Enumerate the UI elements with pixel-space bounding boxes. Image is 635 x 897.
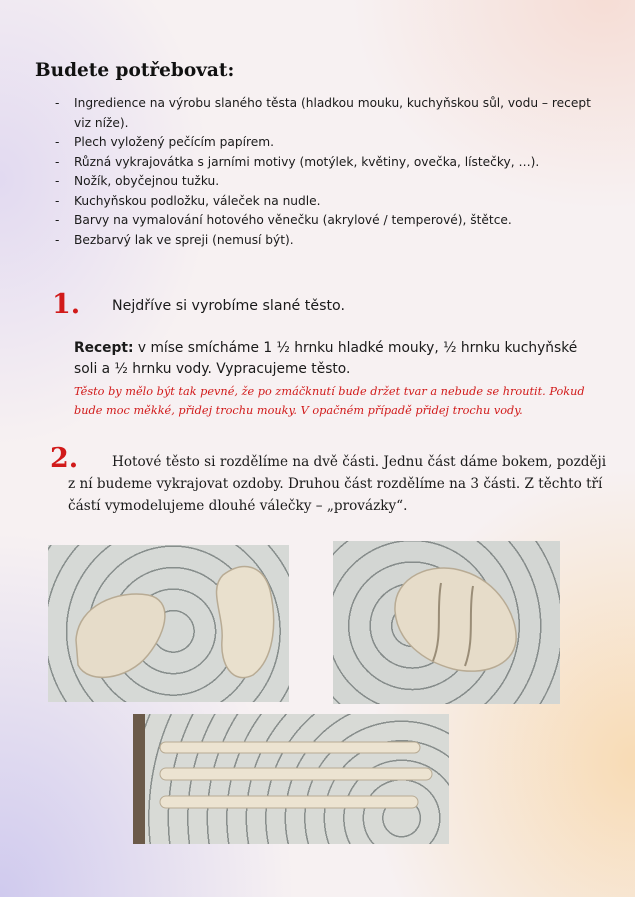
list-item: - Barvy na vymalování hotového věnečku (akrylové / temperové), štětce. xyxy=(55,211,610,231)
photo-dough-divided xyxy=(333,541,560,704)
recipe-text: v míse smícháme 1 ½ hrnku hladké mouky, ½ hrnku kuchyňské soli a ½ hrnku vody. Vypracujeme těsto. xyxy=(74,340,578,377)
list-item: - Bezbarvý lak ve spreji (nemusí být). xyxy=(55,231,610,251)
recipe-label: Recept: xyxy=(74,340,134,356)
list-item: - Nožík, obyčejnou tužku. xyxy=(55,172,610,192)
list-item: - Plech vyložený pečícím papírem. xyxy=(55,133,610,153)
step-number: 1. xyxy=(52,289,81,320)
list-item: - Různá vykrajovátka s jarními motivy (motýlek, květiny, ovečka, lístečky, …). xyxy=(55,153,610,173)
recipe-paragraph xyxy=(74,338,604,380)
photo-dough-halves xyxy=(48,545,289,702)
list-item: - Kuchyňskou podložku, váleček na nudle. xyxy=(55,192,610,212)
step-text: Nejdříve si vyrobíme slané těsto. xyxy=(112,298,345,314)
recipe-note: Těsto by mělo být tak pevné, že po zmáčknutí bude držet tvar a nebude se hroutit. Pokud bude moc měkké, přidej trochu mouky. V opačném případě přidej trochu vody. xyxy=(74,385,585,417)
step-number: 2. xyxy=(50,443,79,474)
step-text: Hotové těsto si rozdělíme na dvě části. Jednu část dáme bokem, později z ní budeme vykrajovat ozdoby. Druhou část rozdělíme na 3 části. Z těchto tří částí vymodelujeme dlouhé válečky – „provázky“. xyxy=(68,454,607,514)
requirements-list xyxy=(55,94,610,250)
section-heading: Budete potřebovat: xyxy=(35,60,235,81)
photo-dough-ropes xyxy=(133,714,449,844)
list-item: - Ingredience na výrobu slaného těsta (hladkou mouku, kuchyňskou sůl, vodu – recept viz níže). xyxy=(55,94,610,133)
